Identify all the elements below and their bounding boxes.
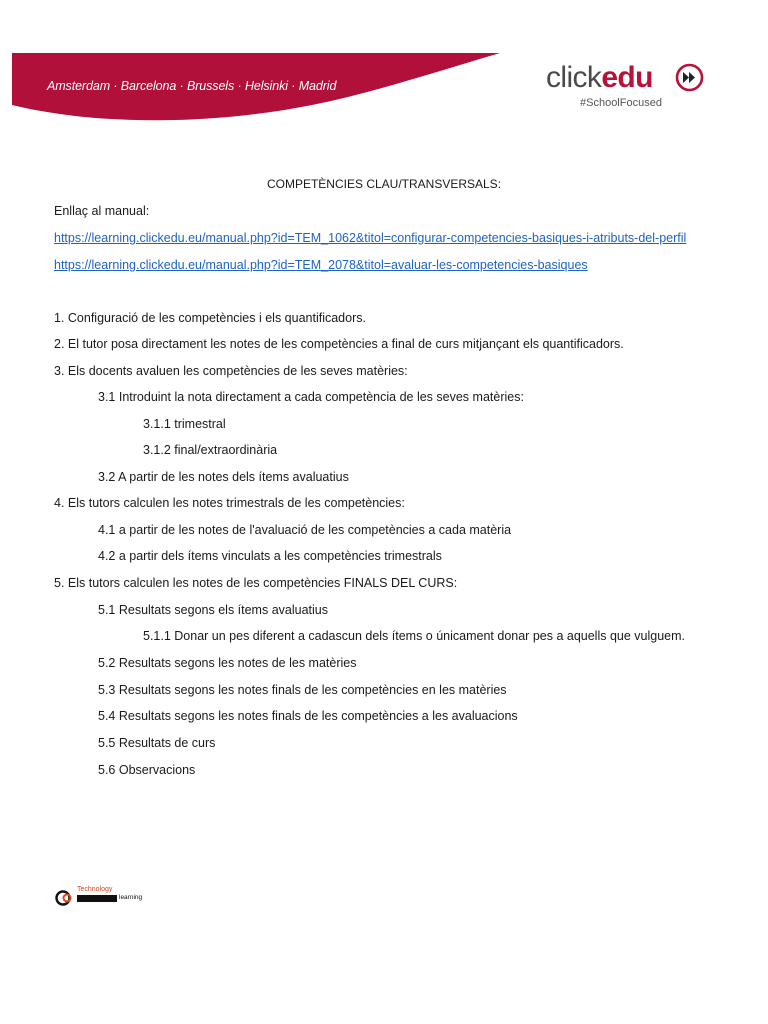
list-item: 5.4 Resultats segons les notes finals de les competències a les avaluacions: [98, 709, 518, 723]
list-item: 3.1.2 final/extraordinària: [143, 443, 278, 457]
logo-wordmark: [546, 60, 653, 96]
list-item: 3.1.1 trimestral: [143, 417, 226, 431]
list-item: 5.1 Resultats segons els ítems avaluatius: [98, 603, 328, 617]
logo-tagline: #SchoolFocused: [580, 97, 662, 109]
footer-logo-bar: [77, 895, 117, 902]
list-item: 5.1.1 Donar un pes diferent a cadascun dels ítems o únicament donar pes a aquells que vulguem.: [143, 629, 686, 643]
clickedu-logo: [546, 60, 716, 116]
list-item: 2. El tutor posa directament les notes de les competències a final de curs mitjançant els quantificadors.: [54, 337, 624, 351]
logo-word-edu: edu: [601, 61, 653, 94]
list-item: 3.1 Introduint la nota directament a cada competència de les seves matèries:: [98, 390, 524, 404]
list-item: 3. Els docents avaluen les competències de les seves matèries:: [54, 364, 408, 378]
footer-logo-learning: learning: [119, 894, 143, 901]
list-item: 5.3 Resultats segons les notes finals de les competències en les matèries: [98, 683, 507, 697]
manual-link-2[interactable]: https://learning.clickedu.eu/manual.php?id=TEM_2078&titol=avaluar-les-competencies-basiques: [54, 258, 588, 272]
footer-logo-mark-icon: [55, 888, 75, 908]
list-item: 5.5 Resultats de curs: [98, 736, 216, 750]
logo-word-click: click: [546, 61, 602, 94]
list-item: 1. Configuració de les competències i els quantificadors.: [54, 311, 366, 325]
footer-logo-technology: Technology: [77, 886, 113, 893]
fast-forward-icon: [675, 63, 704, 92]
banner-cities-text: Amsterdam · Barcelona · Brussels · Helsinki · Madrid: [47, 79, 337, 93]
document-title: COMPETÈNCIES CLAU/TRANSVERSALS:: [266, 177, 502, 191]
list-item: 5.2 Resultats segons les notes de les matèries: [98, 656, 357, 670]
list-item: 4.2 a partir dels ítems vinculats a les competències trimestrals: [98, 549, 442, 563]
list-item: 4.1 a partir de les notes de l'avaluació de les competències a cada matèria: [98, 523, 512, 537]
list-item: 5. Els tutors calculen les notes de les competències FINALS DEL CURS:: [54, 576, 458, 590]
footer-logo: [55, 886, 155, 908]
list-item: 5.6 Observacions: [98, 763, 196, 777]
list-item: 3.2 A partir de les notes dels ítems avaluatius: [98, 470, 349, 484]
manual-link-1[interactable]: https://learning.clickedu.eu/manual.php?id=TEM_1062&titol=configurar-competencies-basiques-i-atributs-del-perfil: [54, 231, 687, 245]
manual-label: Enllaç al manual:: [54, 204, 150, 218]
list-item: 4. Els tutors calculen les notes trimestrals de les competències:: [54, 496, 405, 510]
